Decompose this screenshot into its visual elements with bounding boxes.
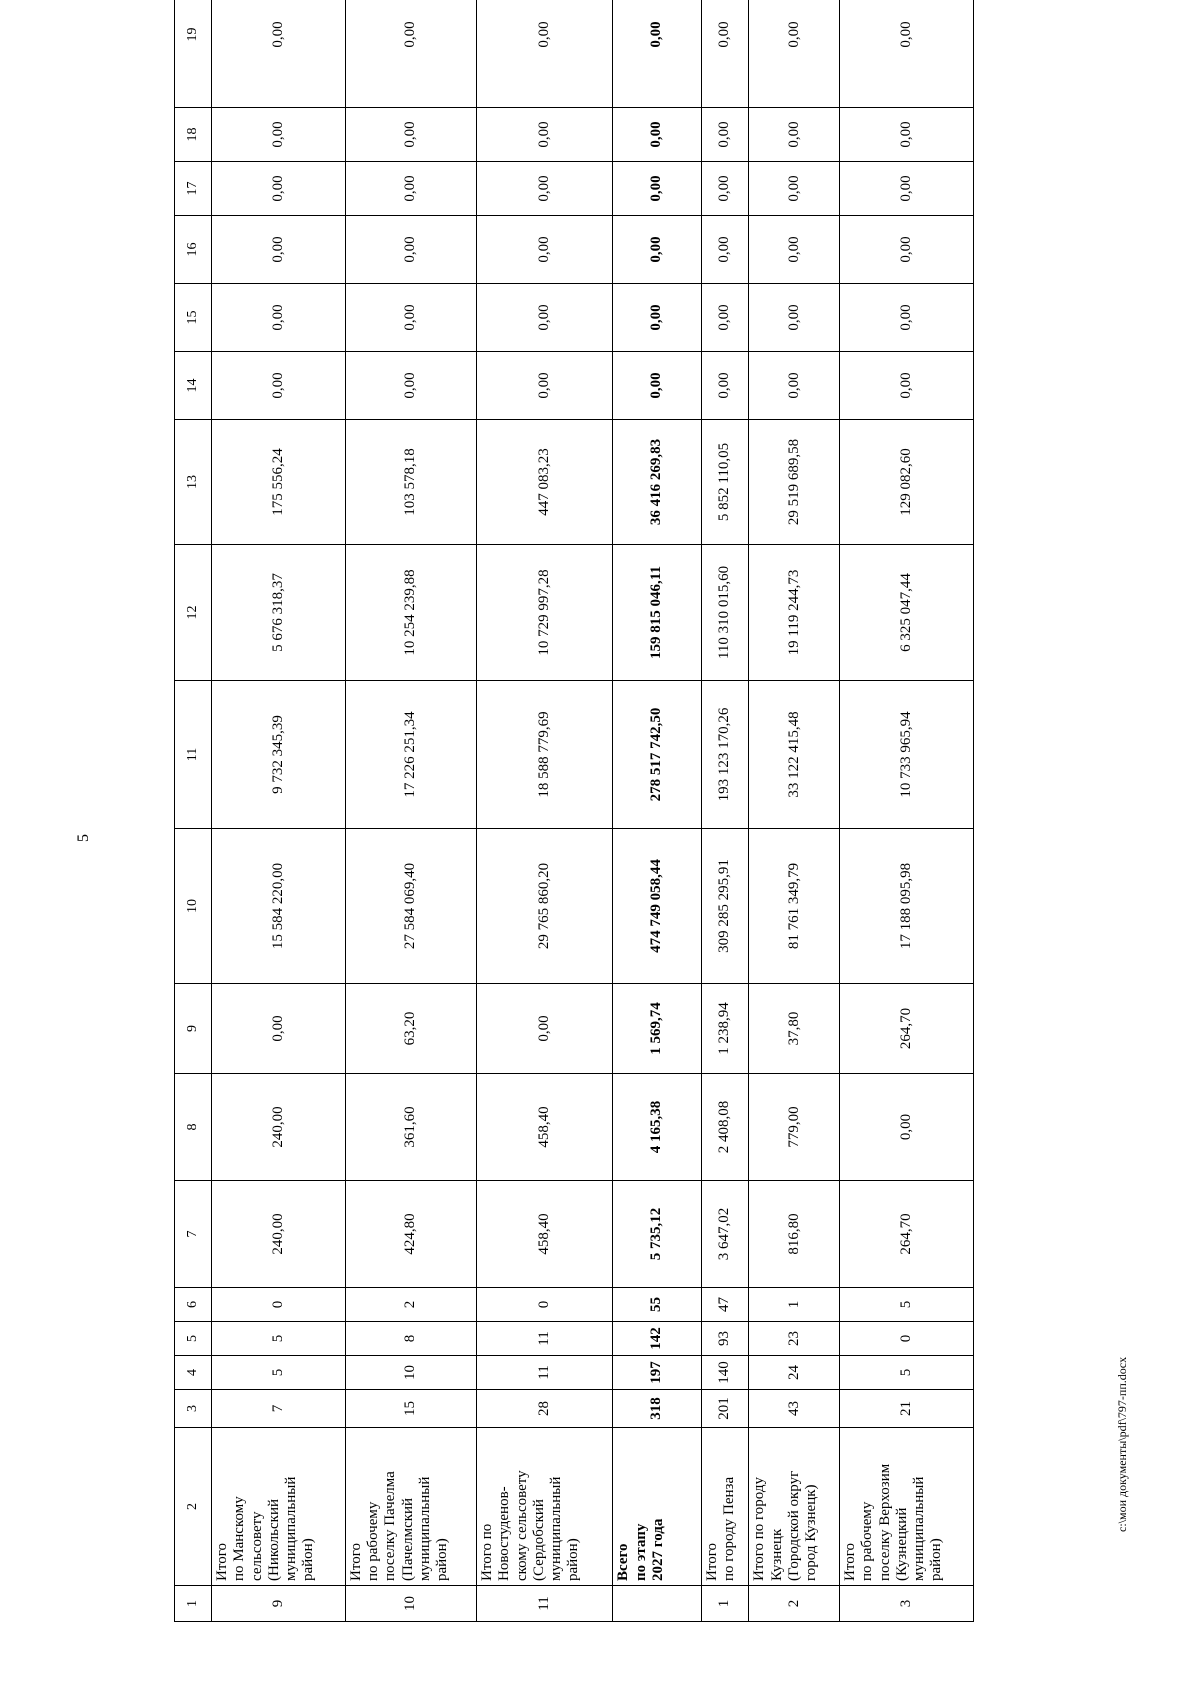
column-header-3: 3 — [175, 1390, 212, 1428]
table-cell: 8 — [345, 1322, 476, 1356]
table-container — [174, 0, 974, 1622]
table-cell: 1 569,74 — [613, 984, 701, 1074]
table-cell: 0,00 — [840, 216, 974, 284]
table-cell: 0,00 — [613, 162, 701, 216]
table-cell: 0,00 — [345, 108, 476, 162]
table-cell: 63,20 — [345, 984, 476, 1074]
table-cell: 43 — [749, 1390, 840, 1428]
column-header-18: 18 — [175, 108, 212, 162]
table-cell: 0,00 — [840, 284, 974, 352]
row-name-cell: Итого по городу Кузнецк (Городской округ город Кузнецк) — [749, 1428, 840, 1586]
table-cell: 5 — [840, 1288, 974, 1322]
table-cell: 240,00 — [212, 1181, 346, 1288]
table-cell: 0,00 — [345, 284, 476, 352]
data-table — [174, 0, 974, 1622]
column-header-2: 2 — [175, 1428, 212, 1586]
table-cell: 0,00 — [345, 216, 476, 284]
table-cell: 0,00 — [477, 0, 613, 108]
table-cell: 0,00 — [613, 108, 701, 162]
table-row — [840, 0, 974, 1622]
column-header-1: 1 — [175, 1586, 212, 1622]
table-cell: 37,80 — [749, 984, 840, 1074]
table-cell: 0,00 — [840, 0, 974, 108]
table-cell: 5 — [212, 1322, 346, 1356]
table-cell: 3 — [840, 1586, 974, 1622]
table-cell: 0,00 — [749, 0, 840, 108]
table-cell: 0,00 — [840, 352, 974, 420]
table-cell: 10 733 965,94 — [840, 681, 974, 829]
table-row — [212, 0, 346, 1622]
column-header-16: 16 — [175, 216, 212, 284]
table-cell: 0,00 — [749, 108, 840, 162]
table-cell: 33 122 415,48 — [749, 681, 840, 829]
table-cell: 5 852 110,05 — [701, 420, 749, 545]
row-name-cell: Всего по этапу 2027 года — [613, 1428, 701, 1586]
table-cell: 0,00 — [212, 984, 346, 1074]
table-cell: 0,00 — [613, 284, 701, 352]
table-cell: 278 517 742,50 — [613, 681, 701, 829]
table-cell: 10 254 239,88 — [345, 545, 476, 681]
table-cell: 110 310 015,60 — [701, 545, 749, 681]
column-header-12: 12 — [175, 545, 212, 681]
table-cell: 0,00 — [749, 216, 840, 284]
table-cell: 458,40 — [477, 1181, 613, 1288]
table-cell: 129 082,60 — [840, 420, 974, 545]
table-cell: 9 — [212, 1586, 346, 1622]
table-cell: 264,70 — [840, 1181, 974, 1288]
table-cell: 197 — [613, 1356, 701, 1390]
table-row — [345, 0, 476, 1622]
row-name-cell: Итого по рабочему поселку Пачелма (Пачелмский муниципальный район) — [345, 1428, 476, 1586]
table-cell: 17 226 251,34 — [345, 681, 476, 829]
table-cell: 2 — [345, 1288, 476, 1322]
column-header-4: 4 — [175, 1356, 212, 1390]
table-cell: 15 — [345, 1390, 476, 1428]
column-header-15: 15 — [175, 284, 212, 352]
column-header-9: 9 — [175, 984, 212, 1074]
table-cell: 47 — [701, 1288, 749, 1322]
column-header-8: 8 — [175, 1074, 212, 1181]
table-cell: 5 676 318,37 — [212, 545, 346, 681]
table-cell: 24 — [749, 1356, 840, 1390]
row-name-cell: Итого по Новостуденов- скому сельсовету (Сердобский муниципальный район) — [477, 1428, 613, 1586]
table-cell: 0,00 — [212, 216, 346, 284]
table-cell: 27 584 069,40 — [345, 829, 476, 984]
table-cell: 140 — [701, 1356, 749, 1390]
table-cell: 0,00 — [212, 284, 346, 352]
table-cell: 28 — [477, 1390, 613, 1428]
table-cell: 93 — [701, 1322, 749, 1356]
table-cell: 1 — [749, 1288, 840, 1322]
column-header-5: 5 — [175, 1322, 212, 1356]
table-cell: 0,00 — [749, 352, 840, 420]
table-cell: 3 647,02 — [701, 1181, 749, 1288]
table-cell: 15 584 220,00 — [212, 829, 346, 984]
table-cell: 5 — [840, 1356, 974, 1390]
table-cell: 0,00 — [840, 108, 974, 162]
table-cell: 5 735,12 — [613, 1181, 701, 1288]
column-header-7: 7 — [175, 1181, 212, 1288]
table-cell: 458,40 — [477, 1074, 613, 1181]
table-cell: 18 588 779,69 — [477, 681, 613, 829]
column-header-10: 10 — [175, 829, 212, 984]
table-cell: 0,00 — [701, 352, 749, 420]
table-cell: 0 — [212, 1288, 346, 1322]
row-name-cell: Итого по Манскому сельсовету (Никольский муниципальный район) — [212, 1428, 346, 1586]
table-cell: 55 — [613, 1288, 701, 1322]
table-cell: 10 729 997,28 — [477, 545, 613, 681]
table-cell: 2 408,08 — [701, 1074, 749, 1181]
table-cell: 0,00 — [701, 0, 749, 108]
column-header-14: 14 — [175, 352, 212, 420]
table-cell: 424,80 — [345, 1181, 476, 1288]
table-cell: 1 — [701, 1586, 749, 1622]
column-header-6: 6 — [175, 1288, 212, 1322]
table-header-row — [175, 0, 212, 1622]
table-cell: 0,00 — [840, 162, 974, 216]
table-cell: 0,00 — [212, 162, 346, 216]
table-cell: 201 — [701, 1390, 749, 1428]
table-cell: 1 238,94 — [701, 984, 749, 1074]
table-cell: 264,70 — [840, 984, 974, 1074]
table-row — [749, 0, 840, 1622]
table-cell: 0 — [477, 1288, 613, 1322]
column-header-11: 11 — [175, 681, 212, 829]
table-cell: 159 815 046,11 — [613, 545, 701, 681]
table-cell: 19 119 244,73 — [749, 545, 840, 681]
column-header-17: 17 — [175, 162, 212, 216]
table-cell: 103 578,18 — [345, 420, 476, 545]
table-cell: 0,00 — [477, 216, 613, 284]
table-cell: 447 083,23 — [477, 420, 613, 545]
table-cell: 0,00 — [212, 108, 346, 162]
table-cell: 5 — [212, 1356, 346, 1390]
table-cell: 0,00 — [212, 352, 346, 420]
table-cell: 0,00 — [613, 352, 701, 420]
page-number: 5 — [75, 834, 92, 842]
table-cell: 816,80 — [749, 1181, 840, 1288]
table-cell: 0,00 — [840, 1074, 974, 1181]
table-cell: 11 — [477, 1356, 613, 1390]
table-row — [477, 0, 613, 1622]
table-cell: 7 — [212, 1390, 346, 1428]
table-cell: 17 188 095,98 — [840, 829, 974, 984]
table-cell: 142 — [613, 1322, 701, 1356]
table-cell: 0,00 — [701, 162, 749, 216]
table-cell: 0,00 — [613, 0, 701, 108]
table-cell: 0,00 — [477, 162, 613, 216]
table-cell: 2 — [749, 1586, 840, 1622]
table-cell: 0,00 — [613, 216, 701, 284]
table-cell: 0,00 — [212, 0, 346, 108]
table-cell — [613, 1586, 701, 1622]
table-row-total — [613, 0, 701, 1622]
table-cell: 0,00 — [477, 284, 613, 352]
table-cell: 779,00 — [749, 1074, 840, 1181]
table-cell: 361,60 — [345, 1074, 476, 1181]
table-cell: 81 761 349,79 — [749, 829, 840, 984]
table-cell: 0,00 — [749, 284, 840, 352]
table-cell: 36 416 269,83 — [613, 420, 701, 545]
table-cell: 0,00 — [477, 352, 613, 420]
table-cell: 318 — [613, 1390, 701, 1428]
table-cell: 10 — [345, 1586, 476, 1622]
table-cell: 0,00 — [701, 284, 749, 352]
table-cell: 29 765 860,20 — [477, 829, 613, 984]
table-cell: 4 165,38 — [613, 1074, 701, 1181]
table-cell: 309 285 295,91 — [701, 829, 749, 984]
table-cell: 474 749 058,44 — [613, 829, 701, 984]
file-path: c:\мои документы\pdf\797-пп.docx — [1115, 1356, 1129, 1532]
table-cell: 29 519 689,58 — [749, 420, 840, 545]
row-name-cell: Итого по городу Пенза — [701, 1428, 749, 1586]
table-cell: 9 732 345,39 — [212, 681, 346, 829]
table-cell: 0,00 — [477, 984, 613, 1074]
table-cell: 11 — [477, 1586, 613, 1622]
table-cell: 240,00 — [212, 1074, 346, 1181]
table-cell: 0,00 — [701, 216, 749, 284]
table-cell: 21 — [840, 1390, 974, 1428]
table-row — [701, 0, 749, 1622]
table-cell: 0,00 — [749, 162, 840, 216]
table-cell: 6 325 047,44 — [840, 545, 974, 681]
table-cell: 0,00 — [345, 0, 476, 108]
table-cell: 0 — [840, 1322, 974, 1356]
table-cell: 23 — [749, 1322, 840, 1356]
table-cell: 0,00 — [477, 108, 613, 162]
row-name-cell: Итого по рабочему поселку Верхозим (Кузнецкий муниципальный район) — [840, 1428, 974, 1586]
table-cell: 0,00 — [345, 352, 476, 420]
table-cell: 0,00 — [345, 162, 476, 216]
column-header-13: 13 — [175, 420, 212, 545]
table-cell: 193 123 170,26 — [701, 681, 749, 829]
table-cell: 175 556,24 — [212, 420, 346, 545]
table-cell: 0,00 — [701, 108, 749, 162]
table-cell: 10 — [345, 1356, 476, 1390]
table-cell: 11 — [477, 1322, 613, 1356]
column-header-19: 19 — [175, 0, 212, 108]
